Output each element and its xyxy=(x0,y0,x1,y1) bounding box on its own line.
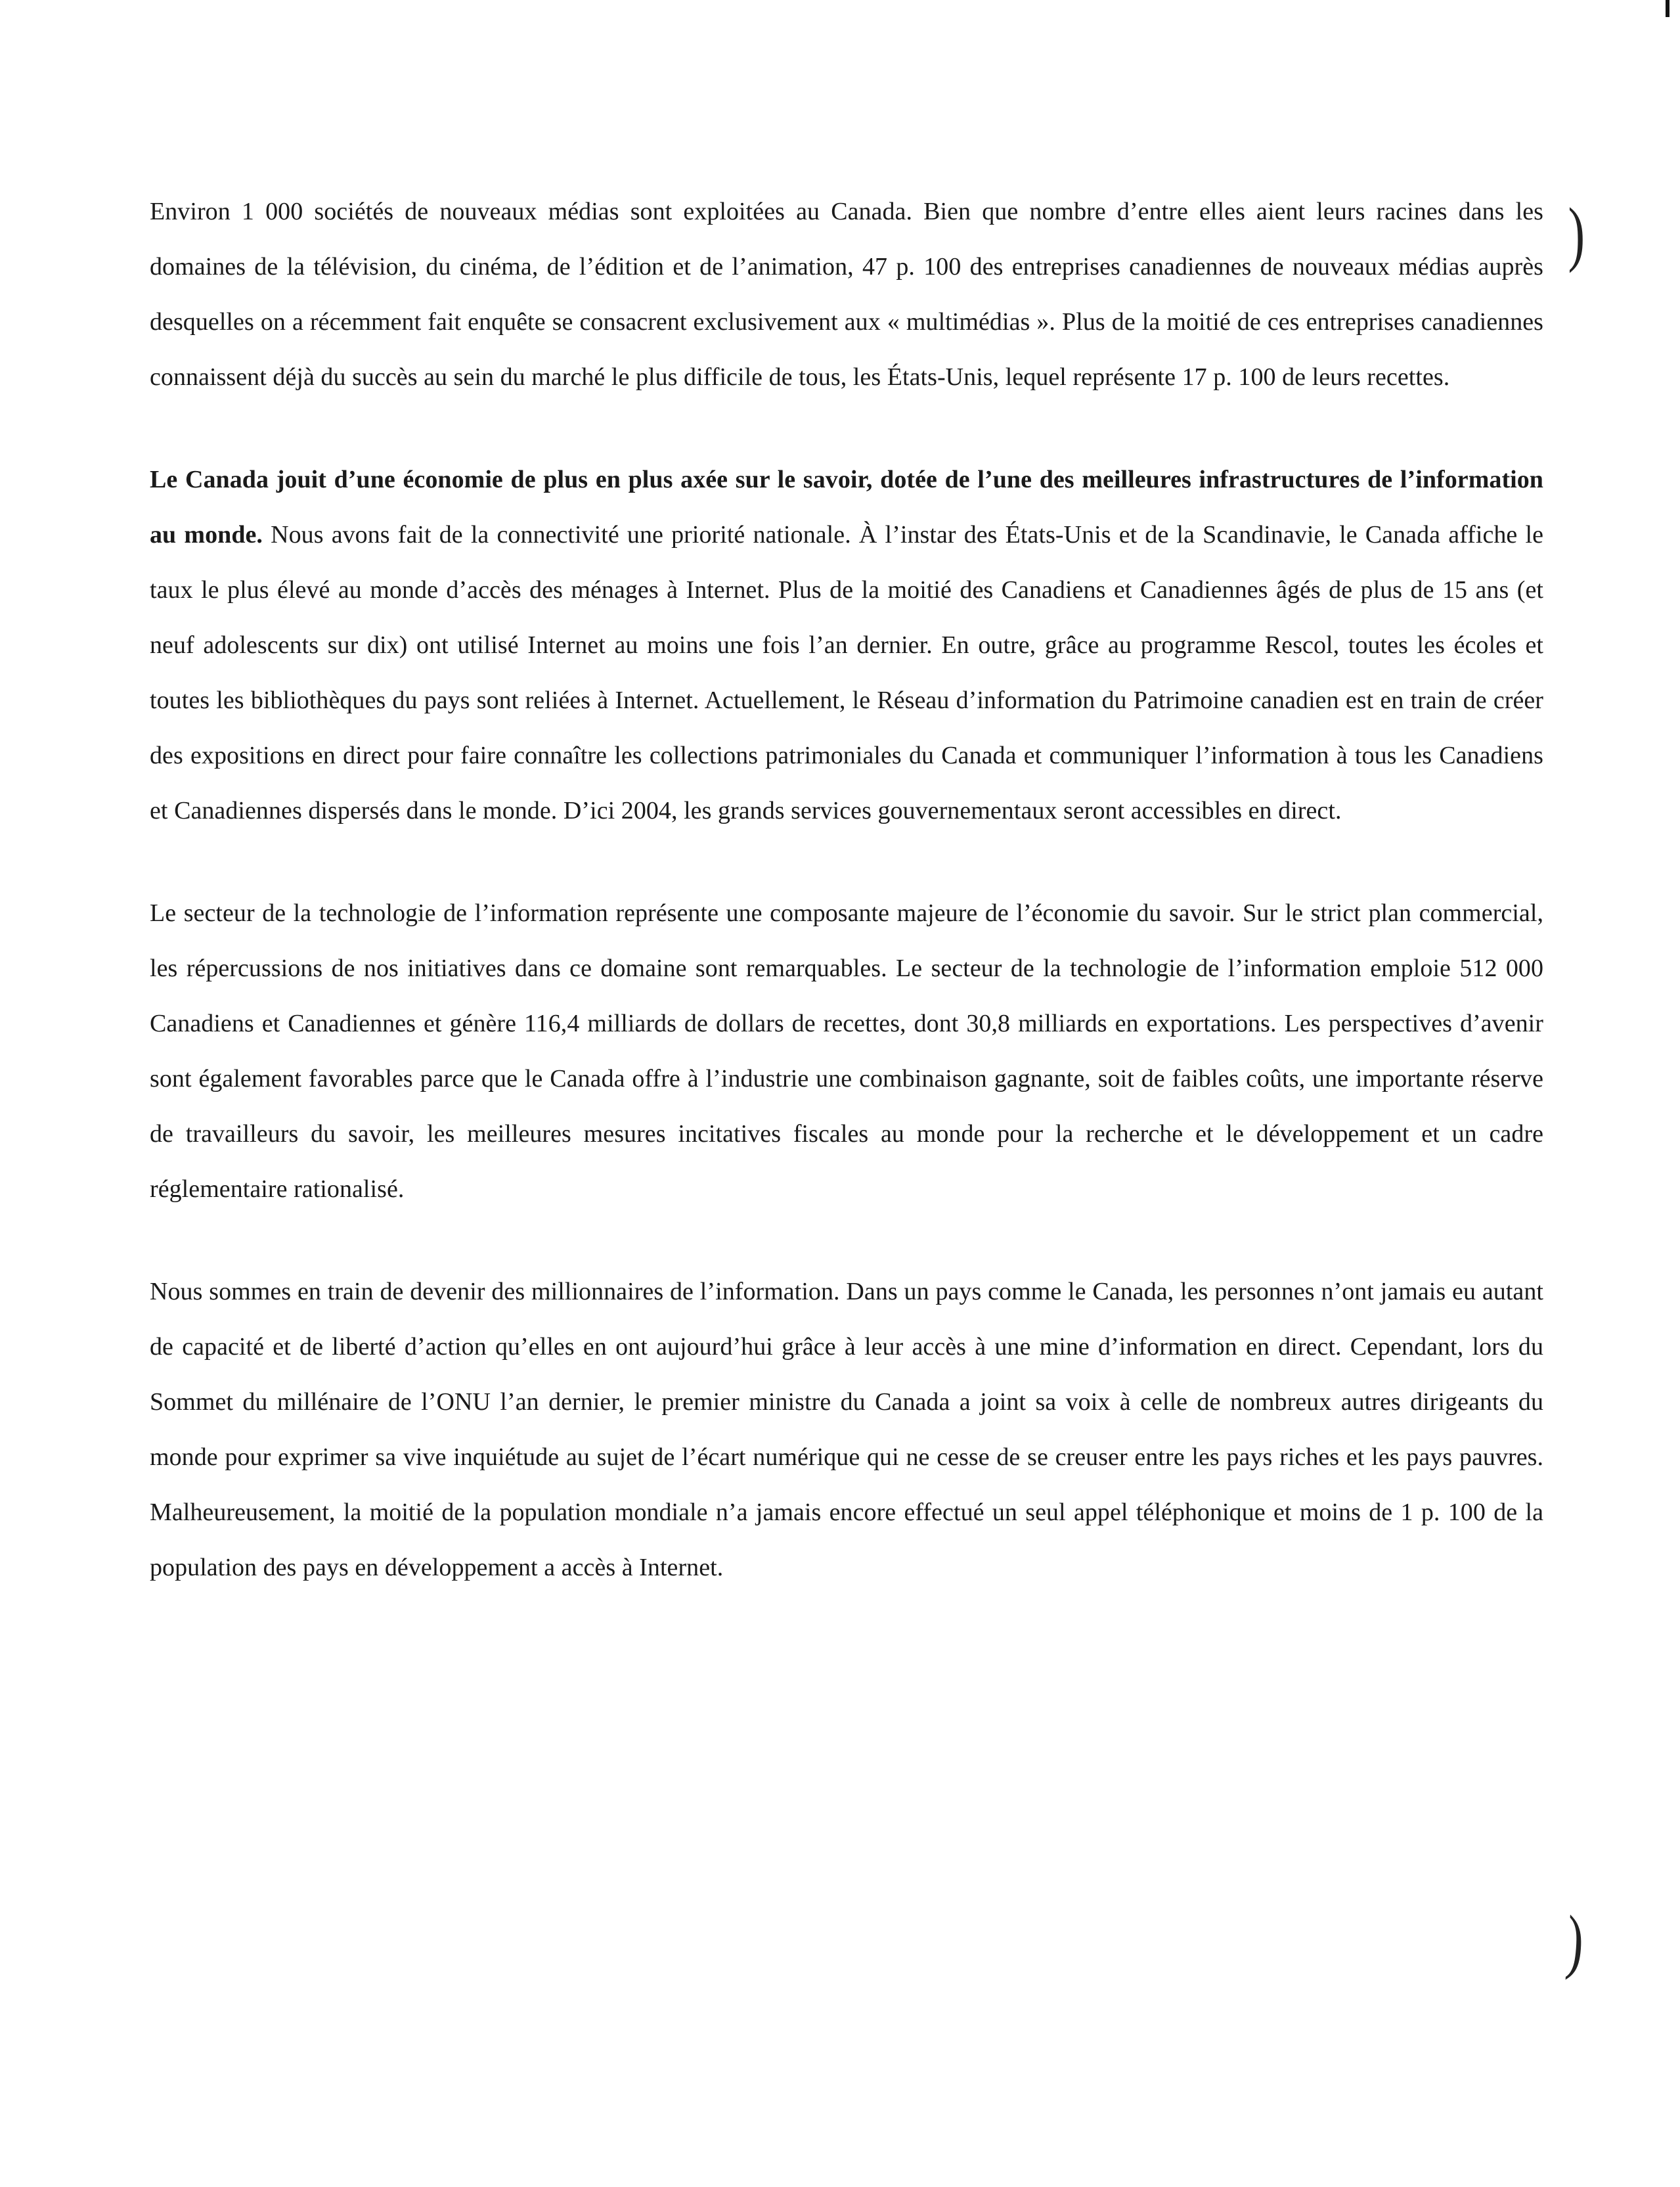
paragraph-1-text: Environ 1 000 sociétés de nouveaux médias sont exploitées au Canada. Bien que nombre d’entre elles aient leurs racines dans les domaines de la télévision, du cinéma, de l’édition et de l’animation, 47 p. 100 des entreprises canadiennes de nouveaux médias auprès desquelles on a récemment fait enquête se consacrent exclusivement aux « multimédias ». Plus de la moitié de ces entreprises canadiennes connaissent déjà du succès au sein du marché le plus difficile de tous, les États-Unis, lequel représente 17 p. 100 de leurs recettes. xyxy=(150,198,1543,391)
paragraph-3-text: Le secteur de la technologie de l’information représente une composante majeure de l’économie du savoir. Sur le strict plan commercial, les répercussions de nos initiatives dans ce domaine sont remarquables. Le secteur de la technologie de l’information emploie 512 000 Canadiens et Canadiennes et génère 116,4 milliards de dollars de recettes, dont 30,8 milliards en exportations. Les perspectives d’avenir sont également favorables parce que le Canada offre à l’industrie une combinaison gagnante, soit de faibles coûts, une importante réserve de travailleurs du savoir, les meilleures mesures incitatives fiscales au monde pour la recherche et le développement et un cadre réglementaire rationalisé. xyxy=(150,899,1543,1203)
paragraph-2-text: Nous avons fait de la connectivité une priorité nationale. À l’instar des États-Unis et de la Scandinavie, le Canada affiche le taux le plus élevé au monde d’accès des ménages à Internet. Plus de la moitié des Canadiens et Canadiennes âgés de plus de 15 ans (et neuf adolescents sur dix) ont utilisé Internet au moins une fois l’an dernier. En outre, grâce au programme Rescol, toutes les écoles et toutes les bibliothèques du pays sont reliées à Internet. Actuellement, le Réseau d’information du Patrimoine canadien est en train de créer des expositions en direct pour faire connaître les collections patrimoniales du Canada et communiquer l’information à tous les Canadiens et Canadiennes dispersés dans le monde. D’ici 2004, les grands services gouvernementaux seront accessibles en direct. xyxy=(150,521,1543,824)
paragraph-it-sector xyxy=(150,886,1543,1217)
margin-bracket-bottom: ) xyxy=(1564,1900,1587,1983)
paragraph-new-media-companies xyxy=(150,184,1543,405)
paragraph-2-bold-lead: Le Canada jouit d’une économie de plus en plus axée sur le savoir, dotée de l’une des meilleures infrastructures de l’information au monde. xyxy=(150,466,1543,549)
paragraph-digital-divide xyxy=(150,1264,1543,1595)
margin-bracket-top: ) xyxy=(1568,193,1585,273)
scan-corner-mark xyxy=(1666,0,1669,17)
body-text xyxy=(150,184,1543,1642)
paragraph-4-text: Nous sommes en train de devenir des millionnaires de l’information. Dans un pays comme le Canada, les personnes n’ont jamais eu autant de capacité et de liberté d’action qu’elles en ont aujourd’hui grâce à leur accès à une mine d’information en direct. Cependant, lors du Sommet du millénaire de l’ONU l’an dernier, le premier ministre du Canada a joint sa voix à celle de nombreux autres dirigeants du monde pour exprimer sa vive inquiétude au sujet de l’écart numérique qui ne cesse de se creuser entre les pays riches et les pays pauvres. Malheureusement, la moitié de la population mondiale n’a jamais encore effectué un seul appel téléphonique et moins de 1 p. 100 de la population des pays en développement a accès à Internet. xyxy=(150,1278,1543,1581)
paragraph-knowledge-economy xyxy=(150,452,1543,838)
